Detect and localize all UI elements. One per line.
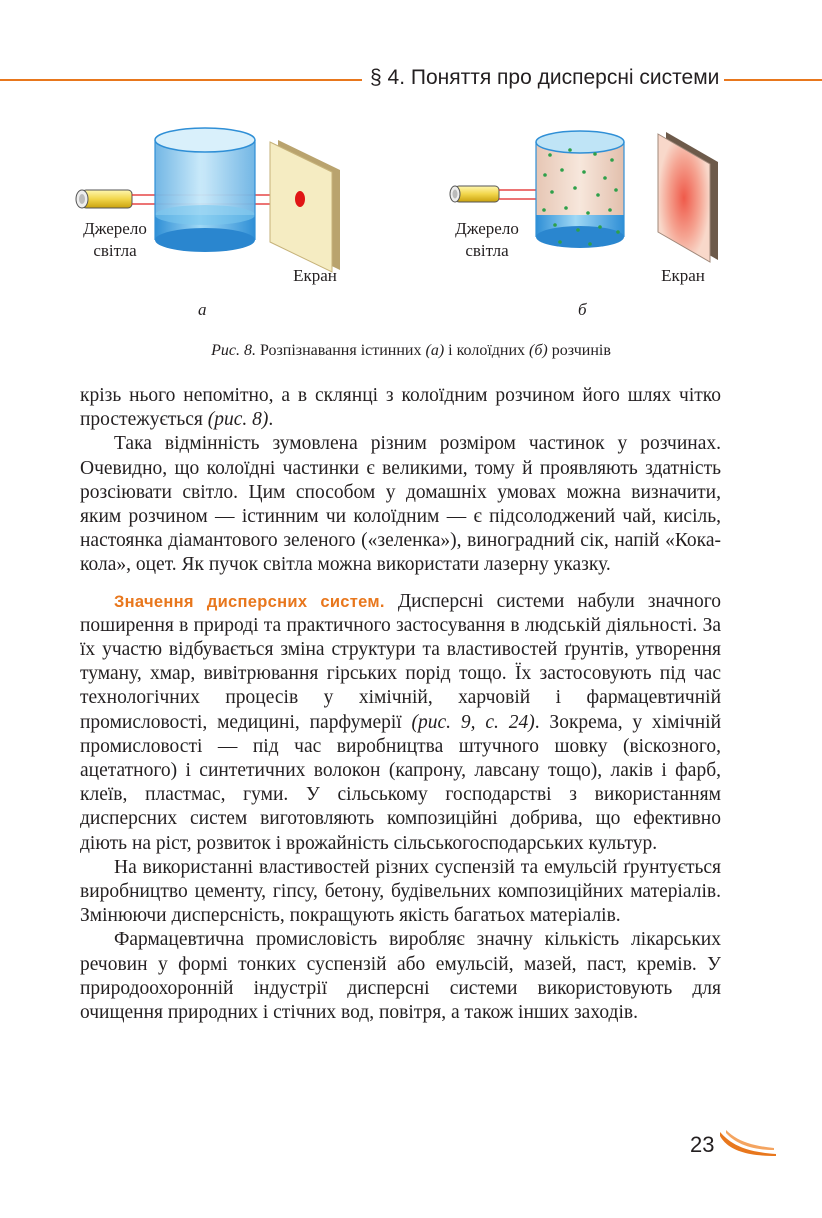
header-rule-left (0, 79, 362, 81)
glass-true-solution (155, 128, 255, 252)
body-text (80, 384, 721, 1025)
caption-ref-b: (б) (529, 342, 548, 359)
figure-8 (60, 120, 760, 330)
figure-reference: (рис. 8) (207, 409, 269, 431)
light-source-a (76, 190, 132, 208)
paragraph-1-end: . (268, 409, 274, 431)
paragraph-4: На використанні властивостей різних суспензій та емульсій ґрунтується виробництво цементу, гіпсу, бетону, будівельних композиційних матеріалів. Змінюючи дисперсність, покращують якість багатьох матеріалів. (80, 856, 721, 927)
light-source-b (450, 186, 499, 202)
paragraph-1-text: крізь нього непомітно, а в склянці з колоїдним розчином його шлях чітко простежується (80, 385, 721, 431)
caption-text-2: і колоїдних (444, 342, 530, 359)
light-source-label-b: Джерело світла (455, 219, 519, 260)
paragraph-1 (80, 384, 721, 432)
section-title: § 4. Поняття про дисперсні системи (370, 66, 720, 89)
paragraph-3 (80, 590, 721, 856)
paragraph-2: Така відмінність зумовлена різним розміром частинок у розчинах. Очевидно, що колоїдні частинки є великими, тому й проявляють здатність розсіювати світло. Цим способом у домашніх умовах можна визначити, яким розчином — істинним чи колоїдним — є підсолоджений чай, кисіль, настоянка діамантового зеленого («зеленка»), виноградний сік, напій «Кока-кола», оцет. Як пучок світла можна використати лазерну указку. (80, 433, 721, 576)
light-spot-a (295, 191, 305, 207)
caption-text-1: Розпізнавання істинних (255, 342, 426, 359)
screen-label-a: Екран (293, 266, 337, 285)
section-heading: Значення дисперсних систем. (114, 592, 385, 611)
header-rule-right (724, 79, 822, 81)
caption-prefix: Рис. 8. (211, 342, 256, 359)
figure-reference-9: (рис. 9, с. 24) (411, 711, 535, 733)
figure-caption (0, 342, 822, 360)
screen-label-b: Екран (661, 266, 705, 285)
page-corner-decoration (718, 1128, 778, 1158)
running-header (0, 60, 822, 100)
light-source-label-a: Джерело світла (83, 219, 147, 260)
page-number: 23 (690, 1132, 715, 1157)
caption-text-3: розчинів (547, 342, 611, 359)
screen-b (658, 132, 718, 262)
figure-letter-b: б (578, 300, 587, 319)
paragraph-3-text: Дисперсні системи набули значного поширення в природі та практичного застосування в людській діяльності. За їх участю відбувається зміна структури та властивостей ґрунтів, утворення туману, хмар, вивітрювання гірських порід тощо. Їх застосовують під час технологічних процесів у хімічній, харчовій і фармацевтичній промисловості, медицині, парфумерії (80, 590, 721, 733)
glass-colloidal-solution (536, 131, 624, 248)
paragraph-5: Фармацевтична промисловість виробляє значну кількість лікарських речовин у формі тонких суспензій або емульсій, мазей, паст, кремів. У природоохоронній індустрії дисперсні системи використовують для очищення природних і стічних вод, повітря, а також інших заходів. (80, 929, 721, 1024)
caption-ref-a: (а) (425, 342, 445, 359)
screen-a (270, 140, 340, 272)
paragraph-3-end: . Зокрема, у хімічній промисловості — під час виробництва штучного шовку (віскозного, ацетатного) і синтетичних волокон (капрону, лавсану тощо), лаків і фарб, клеїв, пластмас, гуми. У сільському господарстві з використанням дисперсних систем виготовляють композиційні добрива, що ефективно діють на ріст, розвиток і врожайність сільськогосподарських культур. (80, 711, 722, 854)
figure-letter-a: а (198, 300, 207, 319)
